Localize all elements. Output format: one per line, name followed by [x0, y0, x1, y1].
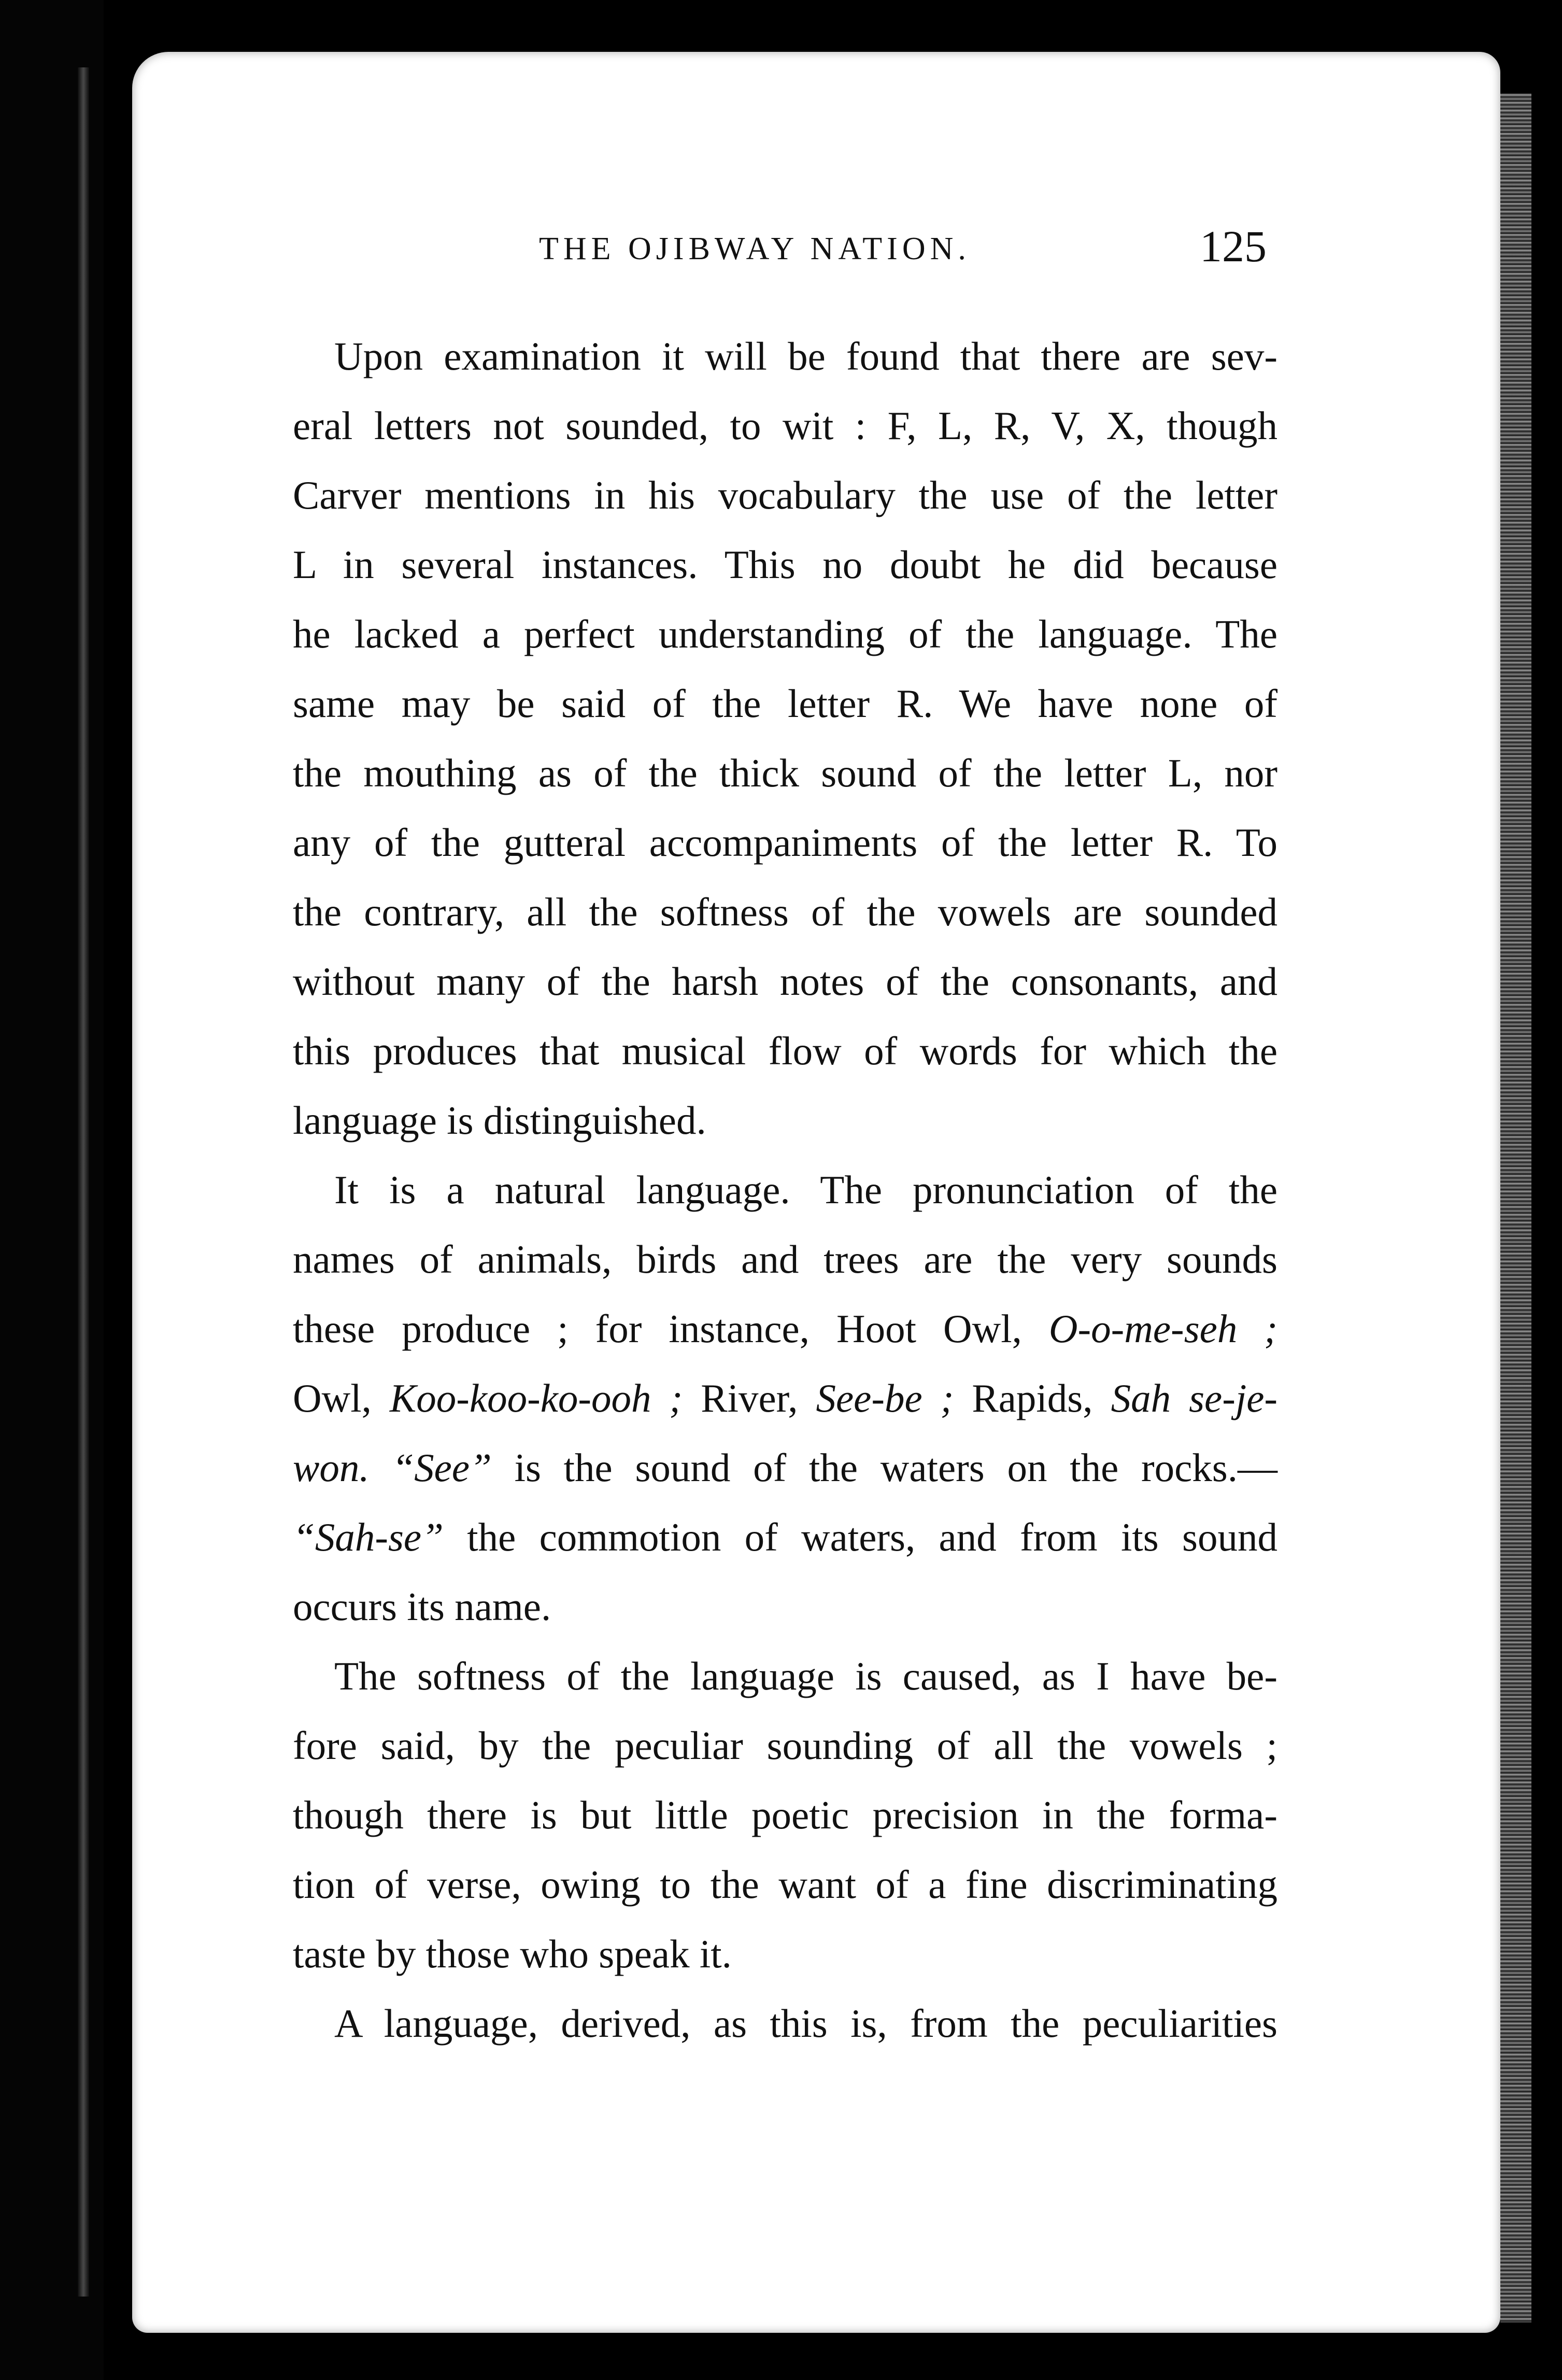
italic-word: O-o-me-seh ; — [1048, 1306, 1277, 1351]
text-line: taste by those who speak it. — [293, 1932, 732, 1976]
text-line: tion of verse, owing to the want of a fine discriminating — [293, 1862, 1277, 1907]
text-run: River, — [701, 1376, 798, 1420]
text-run: the commotion of waters, and from its sound — [467, 1515, 1277, 1559]
italic-word: Sah se-je- — [1111, 1376, 1278, 1420]
paragraph-2 — [251, 1155, 1277, 1641]
text-line: this produces that musical flow of words for which the — [293, 1029, 1277, 1073]
text-line: the contrary, all the softness of the vowels are sounded — [293, 890, 1277, 934]
text-line — [251, 1363, 1277, 1433]
text-line — [251, 1433, 1277, 1502]
text-line: L in several instances. This no doubt he did because — [293, 542, 1277, 587]
italic-word: Koo-koo-ko-ooh ; — [389, 1376, 683, 1420]
book-page-edges — [1500, 93, 1531, 2322]
text-line: fore said, by the peculiar sounding of all the vowels ; — [293, 1723, 1277, 1768]
text-line: eral letters not sounded, to wit : F, L, R, V, X, though — [293, 403, 1277, 448]
scan-left-edge — [78, 67, 89, 2297]
body-text — [251, 321, 1277, 2058]
italic-word: “Sah-se” — [293, 1515, 444, 1559]
text-run: Owl, — [293, 1376, 372, 1420]
text-line: occurs its name. — [293, 1584, 551, 1629]
text-line — [251, 1502, 1277, 1572]
text-line: the mouthing as of the thick sound of the letter L, nor — [293, 751, 1277, 795]
page-number: 125 — [1200, 221, 1267, 271]
text-line: Upon examination it will be found that there are sev- — [334, 334, 1277, 378]
italic-word: won. — [293, 1445, 370, 1490]
text-line — [251, 1294, 1277, 1363]
paragraph-3 — [251, 1641, 1277, 1989]
paragraph-4 — [251, 1989, 1277, 2058]
text-line: though there is but little poetic precision in the forma- — [293, 1793, 1277, 1837]
text-run: Rapids, — [972, 1376, 1093, 1420]
text-line: The softness of the language is caused, as I have be- — [334, 1654, 1277, 1698]
text-line: without many of the harsh notes of the consonants, and — [293, 959, 1277, 1004]
text-line: names of animals, birds and trees are the very sounds — [293, 1237, 1277, 1281]
running-title: THE OJIBWAY NATION. — [539, 231, 971, 266]
text-run: these produce ; for instance, Hoot Owl, — [293, 1306, 1022, 1351]
italic-word: “See” — [392, 1445, 492, 1490]
text-line: A language, derived, as this is, from the peculiarities — [334, 2001, 1277, 2046]
text-line: Carver mentions in his vocabulary the use of the letter — [293, 473, 1277, 517]
text-line: he lacked a perfect understanding of the language. The — [293, 612, 1277, 656]
text-run: is the sound of the waters on the rocks.— — [514, 1445, 1278, 1490]
text-line: It is a natural language. The pronunciation of the — [334, 1167, 1277, 1212]
text-line: any of the gutteral accompaniments of the letter R. To — [293, 820, 1277, 865]
italic-word: See-be ; — [816, 1376, 954, 1420]
paragraph-1 — [251, 321, 1277, 1155]
text-line: same may be said of the letter R. We have none of — [293, 681, 1277, 726]
text-line: language is distinguished. — [293, 1098, 706, 1143]
